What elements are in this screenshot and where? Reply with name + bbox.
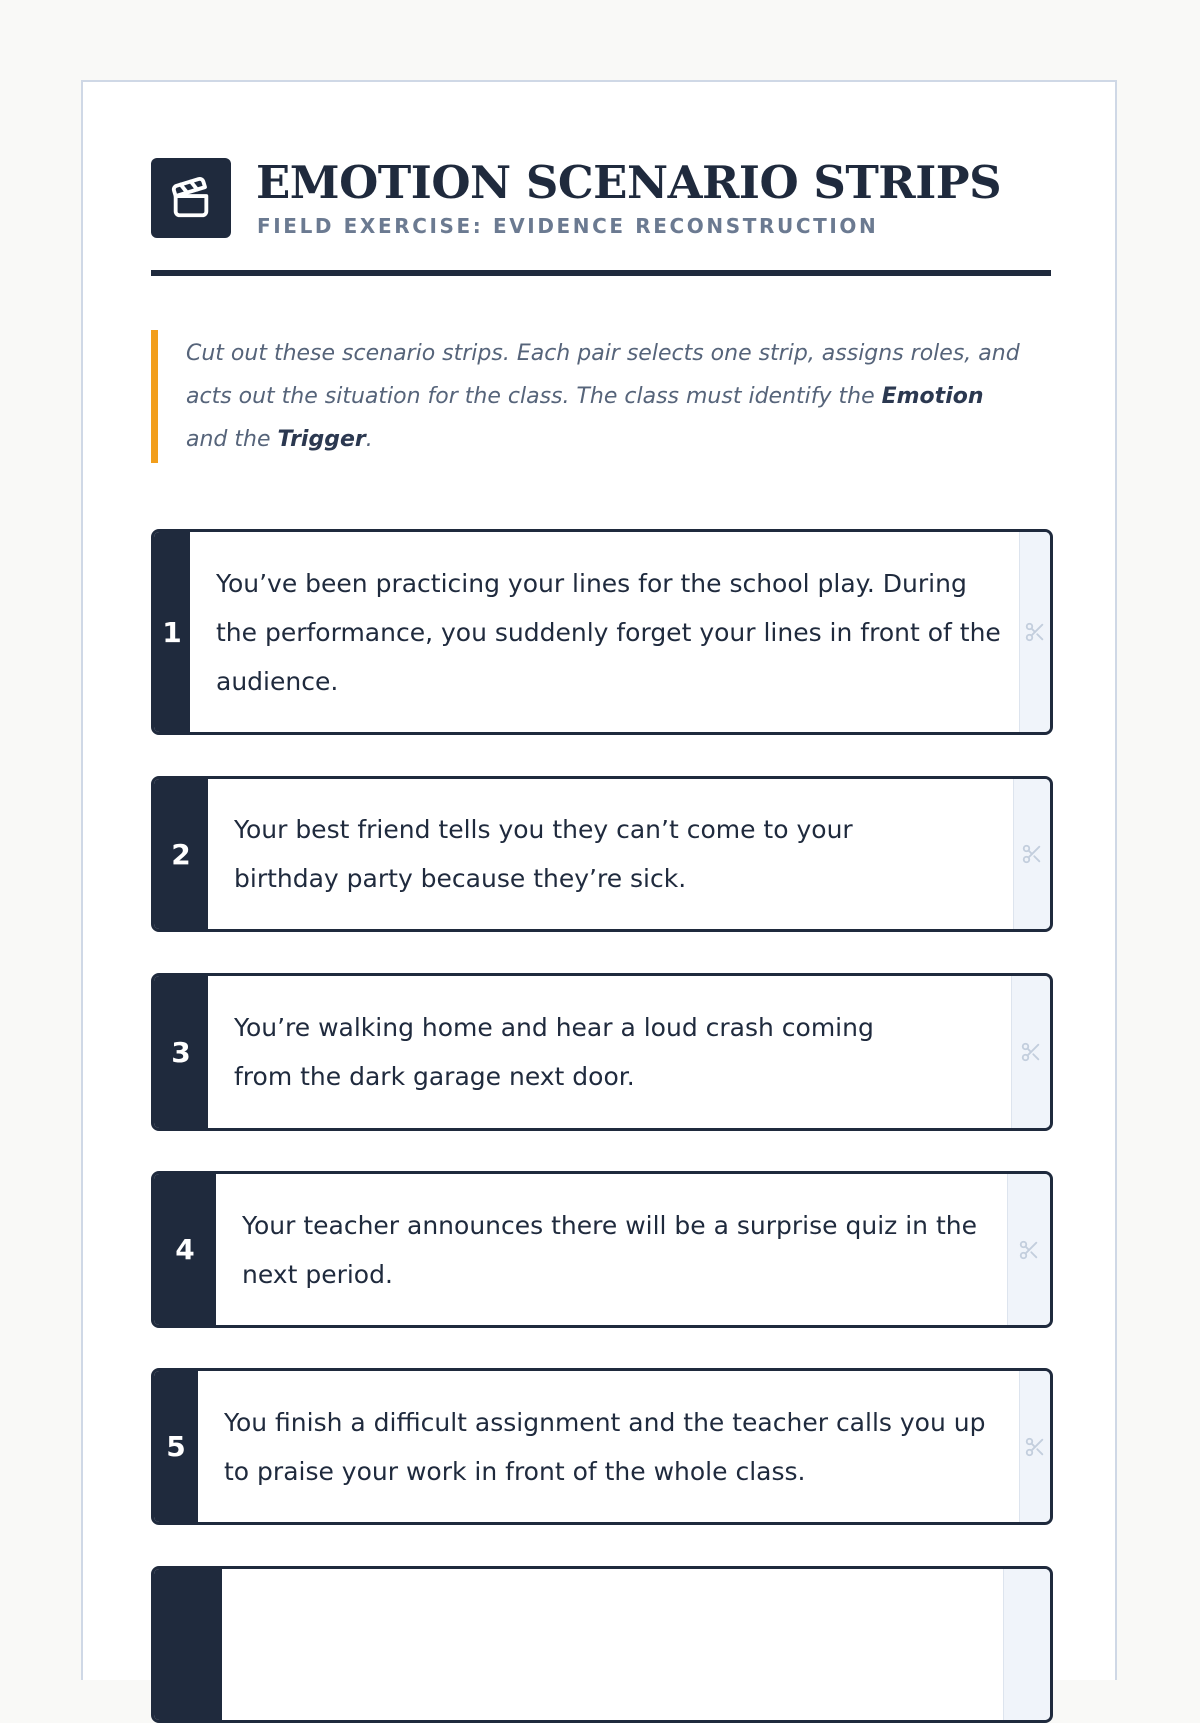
strip-number: 1 (154, 532, 190, 732)
instructions-emphasis-emotion: Emotion (881, 384, 984, 409)
scenario-strip (151, 1368, 1053, 1525)
cut-zone (1013, 779, 1050, 929)
strip-number (154, 1569, 222, 1720)
strip-number: 5 (154, 1371, 198, 1522)
instructions-emphasis-trigger: Trigger (277, 427, 366, 452)
strip-text: You’ve been practicing your lines for the school play. During the performance, you suddenly forget your lines in front of the audience. (216, 568, 1001, 696)
scenario-strip (151, 529, 1053, 735)
page-title: EMOTION SCENARIO STRIPS (256, 156, 1002, 209)
instructions-text-before: Cut out these scenario strips. Each pair selects one strip, assigns roles, and acts out the situation for the class. The class must identify the (186, 341, 1020, 409)
strip-text: You finish a difficult assignment and the teacher calls you up to praise your work in front of the whole class. (224, 1407, 986, 1486)
cut-zone (1003, 1569, 1050, 1720)
clapperboard-icon (151, 158, 231, 238)
scissors-icon (1018, 1239, 1040, 1261)
cut-zone (1019, 532, 1050, 732)
strip-text (222, 1569, 1003, 1720)
page-subtitle: FIELD EXERCISE: EVIDENCE RECONSTRUCTION (257, 214, 879, 238)
cut-zone (1019, 1371, 1050, 1522)
strip-text: Your teacher announces there will be a surprise quiz in the next period. (242, 1210, 977, 1289)
strip-text: You’re walking home and hear a loud crash coming from the dark garage next door. (234, 1013, 874, 1091)
worksheet-page (81, 80, 1117, 1680)
scissors-icon (1021, 843, 1043, 865)
header (151, 158, 1051, 278)
scenario-strip (151, 973, 1053, 1131)
instructions-text-middle: and the (186, 427, 278, 452)
scenario-strip (151, 1171, 1053, 1328)
scenario-strip (151, 1566, 1053, 1723)
scenario-strip (151, 776, 1053, 932)
cut-zone (1011, 976, 1050, 1128)
scissors-icon (1024, 1436, 1046, 1458)
header-divider (151, 270, 1051, 276)
strip-number: 2 (154, 779, 208, 929)
instructions-text-after: . (365, 427, 373, 452)
strip-text: Your best friend tells you they can’t come to your birthday party because they’re sick. (234, 815, 853, 893)
scissors-icon (1020, 1041, 1042, 1063)
scissors-icon (1024, 621, 1046, 643)
instructions-callout (151, 330, 1031, 463)
strip-number: 4 (154, 1174, 216, 1325)
strip-number: 3 (154, 976, 208, 1128)
cut-zone (1007, 1174, 1050, 1325)
